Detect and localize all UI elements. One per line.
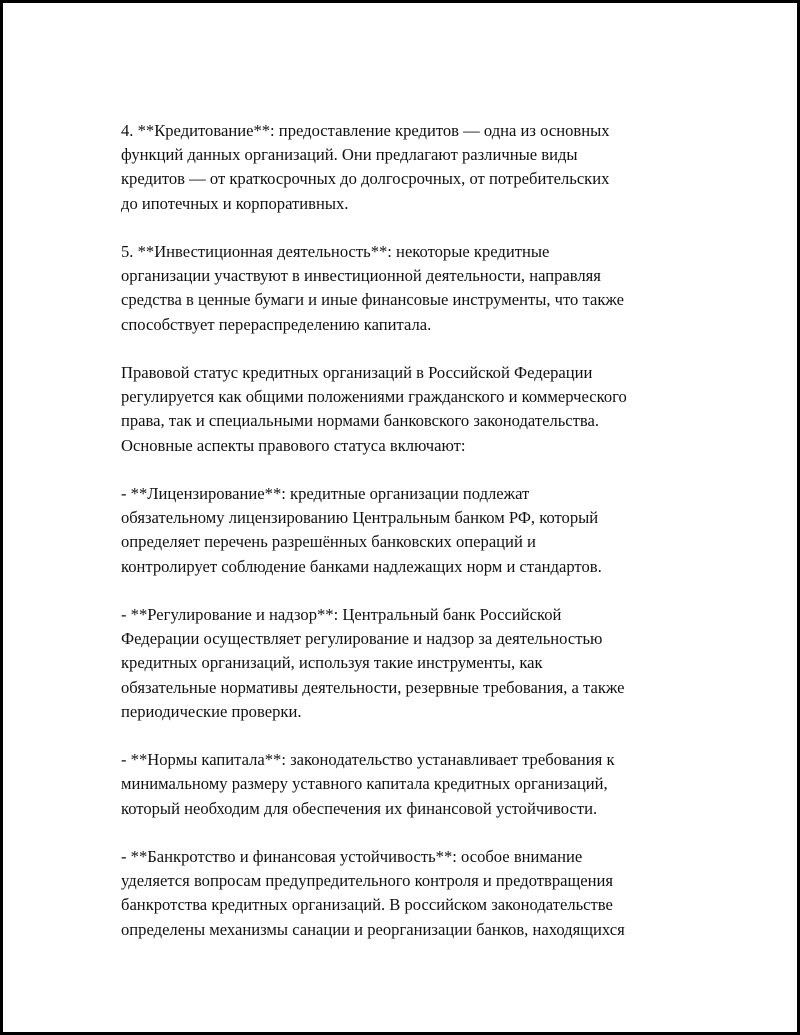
- text-line: Правовой статус кредитных организаций в Российской Федерации: [121, 363, 593, 382]
- text-line: регулируется как общими положениями гражданского и коммерческого: [121, 387, 627, 407]
- paragraph-regulation: [121, 603, 721, 724]
- text-line: кредитов — от краткосрочных до долгосрочных, от потребительских: [121, 169, 610, 189]
- text-line: способствует перераспределению капитала.: [121, 314, 432, 334]
- text-line: минимальному размеру уставного капитала кредитных организаций,: [121, 774, 608, 794]
- text-line: средства в ценные бумаги и иные финансовые инструменты, что также: [121, 290, 624, 310]
- text-line: определяет перечень разрешённых банковских операций и: [121, 532, 536, 552]
- text-line: Основные аспекты правового статуса включают:: [121, 435, 466, 455]
- text-line: определены механизмы санации и реорганизации банков, находящихся: [121, 919, 625, 939]
- text-line: который необходим для обеспечения их финансовой устойчивости.: [121, 798, 598, 818]
- text-line: - **Регулирование и надзор**: Центральный банк Российской: [121, 605, 562, 624]
- text-line: обязательные нормативы деятельности, резервные требования, а также: [121, 677, 625, 697]
- text-line: кредитных организаций, используя такие инструменты, как: [121, 653, 543, 673]
- paragraph-investment: [121, 240, 721, 337]
- paragraph-capital: [121, 748, 721, 821]
- paragraph-licensing: [121, 482, 721, 579]
- text-line: права, так и специальными нормами банковского законодательства.: [121, 411, 600, 431]
- text-line: уделяется вопросам предупредительного контроля и предотвращения: [121, 871, 614, 891]
- text-line: - **Лицензирование**: кредитные организации подлежат: [121, 484, 530, 503]
- text-line: функций данных организаций. Они предлагают различные виды: [121, 145, 578, 165]
- text-line: 5. **Инвестиционная деятельность**: некоторые кредитные: [121, 242, 550, 261]
- text-line: организации участвуют в инвестиционной деятельности, направляя: [121, 266, 601, 286]
- text-line: обязательному лицензированию Центральным банком РФ, который: [121, 508, 599, 528]
- text-line: банкротства кредитных организаций. В российском законодательстве: [121, 895, 613, 915]
- text-line: контролирует соблюдение банками надлежащих норм и стандартов.: [121, 556, 602, 576]
- text-line: Федерации осуществляет регулирование и надзор за деятельностью: [121, 629, 603, 649]
- text-line: - **Банкротство и финансовая устойчивость**: особое внимание: [121, 847, 583, 866]
- text-line: периодические проверки.: [121, 701, 302, 721]
- text-line: 4. **Кредитование**: предоставление кредитов — одна из основных: [121, 121, 610, 140]
- text-line: - **Нормы капитала**: законодательство устанавливает требования к: [121, 750, 615, 770]
- document-body: [121, 119, 721, 966]
- paragraph-bankruptcy: [121, 845, 721, 942]
- paragraph-lending: [121, 119, 721, 216]
- paragraph-legal-status: [121, 361, 721, 458]
- text-line: до ипотечных и корпоративных.: [121, 193, 349, 213]
